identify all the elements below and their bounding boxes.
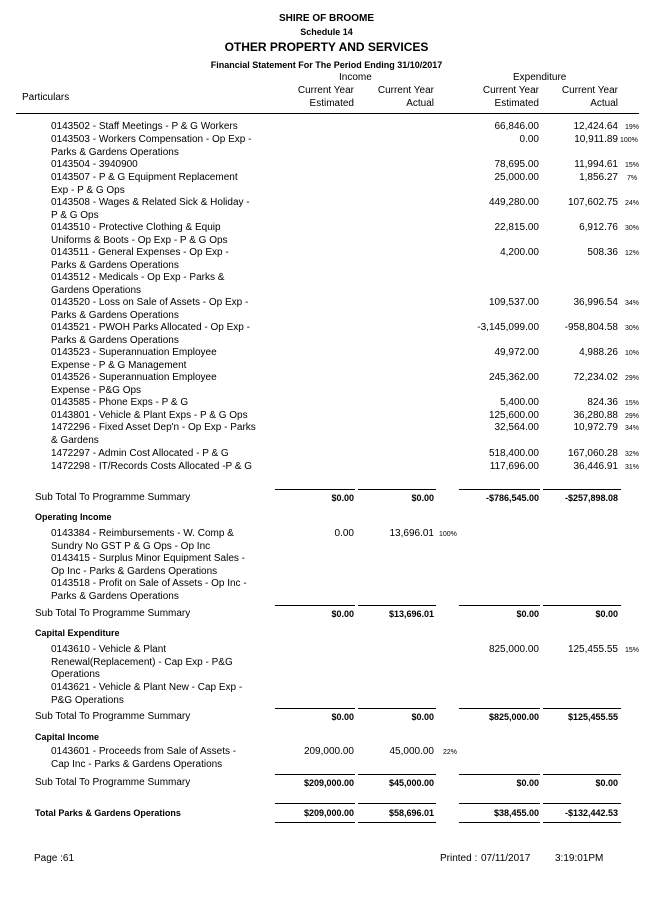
- exp-estimated: 449,280.00: [488, 197, 539, 208]
- exp-percent: 32%: [625, 451, 640, 458]
- row-description: 0143523 - Superannuation Employee Expense - P & G Management: [51, 347, 217, 371]
- exp-actual: 167,060.28: [567, 448, 618, 459]
- inc-estimated: 209,000.00: [303, 746, 354, 757]
- exp-estimated: 109,537.00: [488, 297, 539, 308]
- exp-estimated: 32,564.00: [494, 422, 539, 433]
- exp-estimated: 78,695.00: [494, 159, 539, 170]
- income-group-header: Income: [339, 72, 372, 83]
- subtotal-rule-exp-est: [459, 489, 540, 490]
- exp-estimated: 125,600.00: [488, 410, 539, 421]
- exp-percent: 100%: [620, 137, 638, 144]
- exp-actual: 4,988.26: [579, 347, 618, 358]
- total-underline-exp-act: [543, 822, 621, 823]
- subtotal-inc-est: $209,000.00: [303, 778, 354, 788]
- total-inc-act: $58,696.01: [388, 808, 434, 818]
- exp-percent: 29%: [625, 375, 640, 382]
- total-rule-exp-act: [543, 803, 621, 804]
- exp-estimated: 49,972.00: [494, 347, 539, 358]
- total-underline-inc-act: [358, 822, 436, 823]
- exp-estimated: 117,696.00: [489, 461, 539, 472]
- exp-percent: 31%: [625, 464, 640, 471]
- subtotal-rule-exp-est: [459, 605, 540, 606]
- total-rule-exp-est: [459, 803, 540, 804]
- col-exp-est-header-2: Estimated: [494, 98, 539, 109]
- subtotal-rule-inc-act: [358, 489, 436, 490]
- subtotal-exp-est: $825,000.00: [488, 712, 539, 722]
- particulars-header: Particulars: [22, 92, 70, 103]
- exp-estimated: 825,000.00: [488, 644, 539, 655]
- total-rule-inc-act: [358, 803, 436, 804]
- subtotal-rule-exp-est: [459, 708, 540, 709]
- row-description: 0143415 - Surplus Minor Equipment Sales - Op Inc - Parks & Gardens Operations: [51, 553, 245, 577]
- exp-actual: 72,234.02: [573, 372, 618, 383]
- subtotal-exp-est: $0.00: [516, 778, 539, 788]
- section-heading-capital-expenditure: Capital Expenditure: [35, 628, 120, 638]
- row-description: 0143508 - Wages & Related Sick & Holiday - P & G Ops: [51, 197, 250, 221]
- report-title: OTHER PROPERTY AND SERVICES: [224, 40, 429, 54]
- subtotal-inc-est: $0.00: [331, 609, 354, 619]
- total-inc-est: $209,000.00: [303, 808, 354, 818]
- exp-estimated: 0.00: [519, 134, 539, 145]
- exp-percent: 15%: [625, 400, 640, 407]
- row-description: 0143507 - P & G Equipment Replacement Exp - P & G Ops: [51, 172, 238, 196]
- exp-actual: -958,804.58: [564, 322, 618, 333]
- exp-percent: 19%: [625, 124, 640, 131]
- exp-percent: 24%: [625, 200, 640, 207]
- inc-estimated: 0.00: [334, 528, 354, 539]
- total-underline-inc-est: [275, 822, 355, 823]
- subtotal-rule-exp-act: [543, 489, 621, 490]
- exp-percent: 10%: [625, 350, 640, 357]
- subtotal-label: Sub Total To Programme Summary: [35, 777, 191, 788]
- subtotal-inc-act: $13,696.01: [388, 609, 434, 619]
- col-inc-est-header-1: Current Year: [297, 85, 354, 96]
- exp-estimated: -3,145,099.00: [477, 322, 539, 333]
- exp-actual: 1,856.27: [579, 172, 618, 183]
- exp-estimated: 25,000.00: [494, 172, 539, 183]
- inc-percent: 100%: [439, 531, 457, 538]
- exp-actual: 36,996.54: [573, 297, 618, 308]
- subtotal-exp-act: $0.00: [595, 778, 618, 788]
- report-subtitle: Financial Statement For The Period Ending 31/10/2017: [210, 60, 443, 70]
- exp-estimated: 5,400.00: [500, 397, 539, 408]
- subtotal-label: Sub Total To Programme Summary: [35, 711, 191, 722]
- exp-estimated: 66,846.00: [494, 121, 539, 132]
- exp-actual: 10,911.89: [574, 134, 618, 145]
- row-description: 0143526 - Superannuation Employee Expense - P&G Ops: [51, 372, 217, 396]
- total-underline-exp-est: [459, 822, 540, 823]
- total-label: Total Parks & Gardens Operations: [35, 808, 181, 818]
- col-exp-act-header-1: Current Year: [561, 85, 618, 96]
- subtotal-rule-inc-est: [275, 489, 355, 490]
- exp-actual: 11,994.61: [574, 159, 618, 170]
- total-exp-est: $38,455.00: [493, 808, 539, 818]
- subtotal-rule-inc-est: [275, 708, 355, 709]
- row-description: 0143601 - Proceeds from Sale of Assets - Cap Inc - Parks & Gardens Operations: [51, 746, 237, 770]
- subtotal-rule-inc-est: [275, 605, 355, 606]
- row-description: 0143511 - General Expenses - Op Exp - Parks & Gardens Operations: [51, 247, 229, 271]
- subtotal-rule-exp-act: [543, 774, 621, 775]
- exp-percent: 15%: [625, 647, 640, 654]
- exp-percent: 30%: [625, 325, 640, 332]
- inc-actual: 13,696.01: [389, 528, 434, 539]
- printed-date: 07/11/2017: [481, 853, 531, 864]
- subtotal-exp-act: -$257,898.08: [564, 493, 618, 503]
- exp-actual: 36,446.91: [573, 461, 618, 472]
- subtotal-rule-exp-est: [459, 774, 540, 775]
- row-description: 0143384 - Reimbursements - W. Comp & Sundry No GST P & G Ops - Op Inc: [51, 528, 234, 552]
- inc-percent: 22%: [443, 749, 458, 756]
- subtotal-inc-act: $0.00: [411, 712, 434, 722]
- exp-percent: 34%: [625, 425, 640, 432]
- subtotal-rule-inc-act: [358, 605, 436, 606]
- subtotal-label: Sub Total To Programme Summary: [35, 492, 191, 503]
- row-description: 0143512 - Medicals - Op Exp - Parks & Gardens Operations: [51, 272, 225, 296]
- col-inc-act-header-2: Actual: [406, 98, 434, 109]
- row-description: 1472296 - Fixed Asset Dep'n - Op Exp - Parks & Gardens: [51, 422, 256, 446]
- exp-actual: 10,972.79: [573, 422, 618, 433]
- section-heading-capital-income: Capital Income: [35, 732, 100, 742]
- exp-actual: 12,424.64: [573, 121, 618, 132]
- exp-actual: 6,912.76: [579, 222, 618, 233]
- col-exp-est-header-1: Current Year: [482, 85, 539, 96]
- exp-actual: 824.36: [587, 397, 618, 408]
- exp-percent: 7%: [627, 175, 638, 182]
- page-number: Page :61: [34, 853, 75, 864]
- row-description: 0143621 - Vehicle & Plant New - Cap Exp - P&G Operations: [51, 682, 243, 706]
- inc-actual: 45,000.00: [389, 746, 434, 757]
- exp-actual: 107,602.75: [567, 197, 618, 208]
- row-description: 0143510 - Protective Clothing & Equip Uniforms & Boots - Op Exp - P & G Ops: [51, 222, 228, 246]
- header-divider: [16, 113, 639, 114]
- row-description: 0143502 - Staff Meetings - P & G Workers: [51, 121, 238, 132]
- exp-percent: 29%: [625, 413, 640, 420]
- exp-estimated: 245,362.00: [488, 372, 539, 383]
- subtotal-rule-inc-act: [358, 708, 436, 709]
- exp-estimated: 4,200.00: [500, 247, 539, 258]
- row-description: 0143585 - Phone Exps - P & G: [51, 397, 189, 408]
- row-description: 0143521 - PWOH Parks Allocated - Op Exp - Parks & Gardens Operations: [51, 322, 250, 346]
- row-description: 1472297 - Admin Cost Allocated - P & G: [51, 448, 229, 459]
- row-description: 0143518 - Profit on Sale of Assets - Op Inc - Parks & Gardens Operations: [51, 578, 247, 602]
- exp-actual: 36,280.88: [573, 410, 618, 421]
- exp-estimated: 22,815.00: [494, 222, 539, 233]
- printed-time: 3:19:01PM: [555, 853, 604, 864]
- exp-percent: 15%: [625, 162, 640, 169]
- printed-label: Printed :: [440, 853, 478, 864]
- exp-estimated: 518,400.00: [488, 448, 539, 459]
- row-description: 0143801 - Vehicle & Plant Exps - P & G Ops: [51, 410, 248, 421]
- col-inc-est-header-2: Estimated: [309, 98, 354, 109]
- subtotal-inc-est: $0.00: [331, 712, 354, 722]
- exp-percent: 12%: [625, 250, 640, 257]
- subtotal-rule-inc-est: [275, 774, 355, 775]
- schedule-label: Schedule 14: [300, 27, 353, 37]
- col-exp-act-header-2: Actual: [590, 98, 618, 109]
- row-description: 0143520 - Loss on Sale of Assets - Op Exp - Parks & Gardens Operations: [51, 297, 249, 321]
- subtotal-rule-inc-act: [358, 774, 436, 775]
- subtotal-rule-exp-act: [543, 605, 621, 606]
- row-description: 1472298 - IT/Records Costs Allocated -P & G: [51, 461, 253, 472]
- subtotal-inc-act: $45,000.00: [388, 778, 434, 788]
- exp-percent: 34%: [625, 300, 640, 307]
- exp-percent: 30%: [625, 225, 640, 232]
- org-name: SHIRE OF BROOME: [278, 13, 374, 24]
- subtotal-exp-act: $0.00: [595, 609, 618, 619]
- subtotal-inc-act: $0.00: [411, 493, 434, 503]
- row-description: 0143503 - Workers Compensation - Op Exp - Parks & Gardens Operations: [51, 134, 252, 158]
- exp-actual: 508.36: [587, 247, 618, 258]
- subtotal-exp-act: $125,455.55: [567, 712, 618, 722]
- subtotal-exp-est: $0.00: [516, 609, 539, 619]
- subtotal-inc-est: $0.00: [331, 493, 354, 503]
- expenditure-group-header: Expenditure: [513, 72, 567, 83]
- row-description: 0143610 - Vehicle & Plant Renewal(Replacement) - Cap Exp - P&G Operations: [51, 644, 233, 680]
- subtotal-exp-est: -$786,545.00: [485, 493, 539, 503]
- exp-actual: 125,455.55: [567, 644, 618, 655]
- subtotal-label: Sub Total To Programme Summary: [35, 608, 191, 619]
- subtotal-rule-exp-act: [543, 708, 621, 709]
- section-heading-operating-income: Operating Income: [35, 512, 112, 522]
- col-inc-act-header-1: Current Year: [377, 85, 434, 96]
- total-rule-inc-est: [275, 803, 355, 804]
- total-exp-act: -$132,442.53: [564, 808, 618, 818]
- row-description: 0143504 - 3940900: [51, 159, 138, 170]
